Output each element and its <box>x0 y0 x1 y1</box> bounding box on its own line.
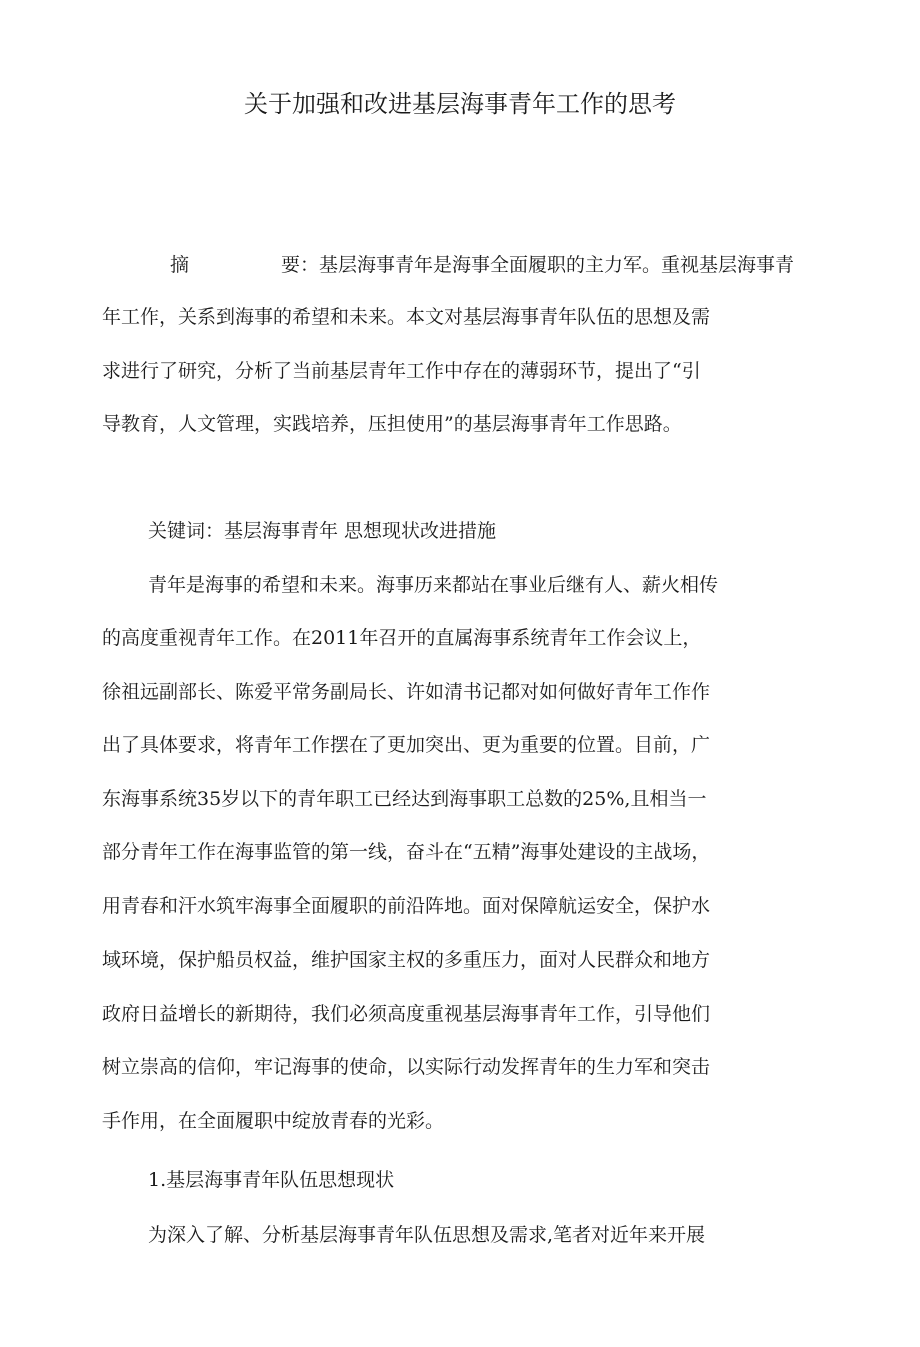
body-line: 域环境，保护船员权益，维护国家主权的多重压力，面对人民群众和地方 <box>102 949 711 971</box>
section-heading: 1.基层海事青年队伍思想现状 <box>148 1169 395 1191</box>
keywords: 关键词：基层海事青年 思想现状改进措施 <box>148 520 497 542</box>
body-line: 青年是海事的希望和未来。海事历来都站在事业后继有人、薪火相传 <box>148 574 719 596</box>
body-line: 徐祖远副部长、陈爱平常务副局长、许如清书记都对如何做好青年工作作 <box>102 681 711 703</box>
abstract-line: 基层海事青年是海事全面履职的主力军。重视基层海事青 <box>319 254 795 276</box>
abstract-label-left: 摘 <box>170 254 190 276</box>
abstract-line: 年工作，关系到海事的希望和未来。本文对基层海事青年队伍的思想及需 <box>102 306 711 328</box>
abstract-line: 求进行了研究，分析了当前基层青年工作中存在的薄弱环节，提出了“引 <box>102 360 701 382</box>
body-line: 为深入了解、分析基层海事青年队伍思想及需求,笔者对近年来开展 <box>148 1224 706 1246</box>
abstract-label-right: 要： <box>281 254 320 276</box>
abstract-first-line <box>170 253 794 277</box>
body-line: 东海事系统35岁以下的青年职工已经达到海事职工总数的25%,且相当一 <box>102 788 707 810</box>
document-title: 关于加强和改进基层海事青年工作的思考 <box>244 90 676 118</box>
body-line: 部分青年工作在海事监管的第一线，奋斗在“五精”海事处建设的主战场， <box>102 841 711 863</box>
body-line: 政府日益增长的新期待，我们必须高度重视基层海事青年工作，引导他们 <box>102 1003 711 1025</box>
abstract-line: 导教育，人文管理，实践培养，压担使用”的基层海事青年工作思路。 <box>102 413 682 435</box>
body-line: 出了具体要求，将青年工作摆在了更加突出、更为重要的位置。目前，广 <box>102 734 711 756</box>
body-line: 的高度重视青年工作。在2011年召开的直属海事系统青年工作会议上， <box>102 627 702 649</box>
body-line: 手作用，在全面履职中绽放青春的光彩。 <box>102 1110 445 1132</box>
body-line: 树立崇高的信仰，牢记海事的使命，以实际行动发挥青年的生力军和突击 <box>102 1056 711 1078</box>
body-line: 用青春和汗水筑牢海事全面履职的前沿阵地。面对保障航运安全，保护水 <box>102 895 711 917</box>
